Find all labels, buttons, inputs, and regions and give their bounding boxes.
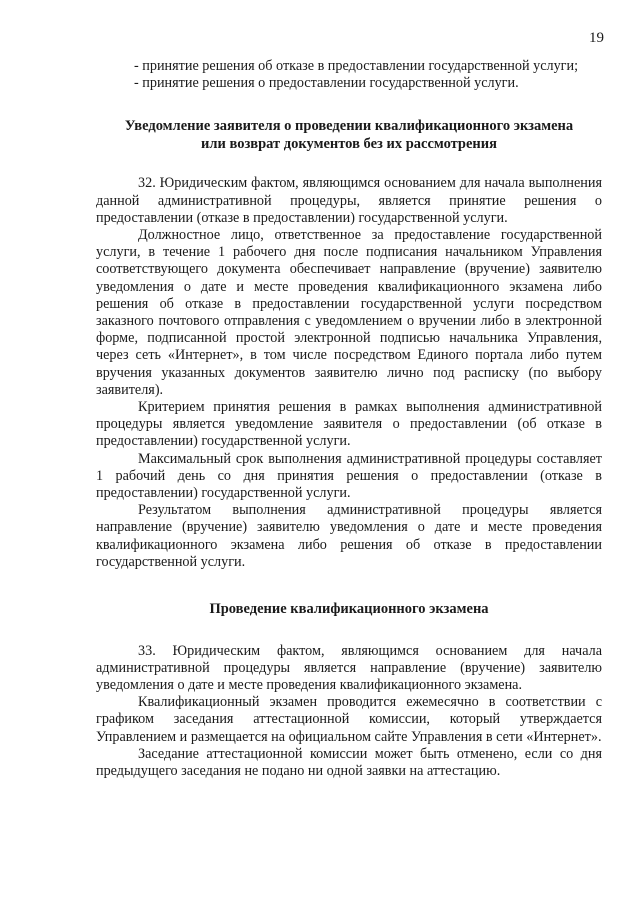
page-number: 19	[589, 30, 604, 46]
paragraph: Квалификационный экзамен проводится ежемесячно в соответствии с графиком заседания аттестационной комиссии, который утверждается Управлением и размещается на официальном сайте Управления в сети «Интернет».	[96, 694, 602, 745]
paragraph: Заседание аттестационной комиссии может быть отменено, если со дня предыдущего заседания не подано ни одной заявки на аттестацию.	[96, 745, 602, 779]
document-body	[96, 58, 602, 780]
list-item: - принятие решения об отказе в предоставлении государственной услуги;	[134, 58, 579, 74]
list-item: - принятие решения о предоставлении государственной услуги.	[134, 75, 519, 92]
section-heading	[96, 118, 602, 153]
paragraph: 32. Юридическим фактом, являющимся основанием для начала выполнения данной административной процедуры, является принятие решения о предоставлении (отказе в предоставлении) государственной услуги.	[96, 175, 602, 226]
paragraph: Должностное лицо, ответственное за предоставление государственной услуги, в течение 1 рабочего дня после подписания начальником Управления соответствующего документа обеспечивает направление (вручение) заявителю уведомления о дате и месте проведения квалификационного экзамена либо решения об отказе в предоставлении государственной услуги посредством заказного почтового отправления с уведомлением о вручении либо в электронной форме, подписанной простой электронной подписью начальника Управления, через сеть «Интернет», в том числе посредством Единого портала либо путем вручения указанных документов заявителю лично под расписку (по выбору заявителя).	[96, 227, 602, 398]
paragraph: Результатом выполнения административной процедуры является направление (вручение) заявителю уведомления о дате и месте проведения квалификационного экзамена либо решения об отказе в предоставлении государственной услуги.	[96, 502, 602, 570]
section-heading-line: Уведомление заявителя о проведении квалификационного экзамена	[124, 118, 574, 135]
section-heading: Проведение квалификационного экзамена	[209, 601, 489, 618]
paragraph: Максимальный срок выполнения административной процедуры составляет 1 рабочий день со дня принятия решения о предоставлении (отказе в предоставлении) государственной услуги.	[96, 450, 602, 502]
paragraph: 33. Юридическим фактом, являющимся основанием для начала административной процедуры является направление (вручение) заявителю уведомления о дате и месте проведения квалификационного экзамена.	[96, 642, 602, 693]
paragraph: Критерием принятия решения в рамках выполнения административной процедуры является уведомление заявителя о предоставлении (об отказе в предоставлении) государственной услуги.	[96, 399, 602, 450]
section-heading-line: или возврат документов без их рассмотрения	[201, 135, 497, 152]
